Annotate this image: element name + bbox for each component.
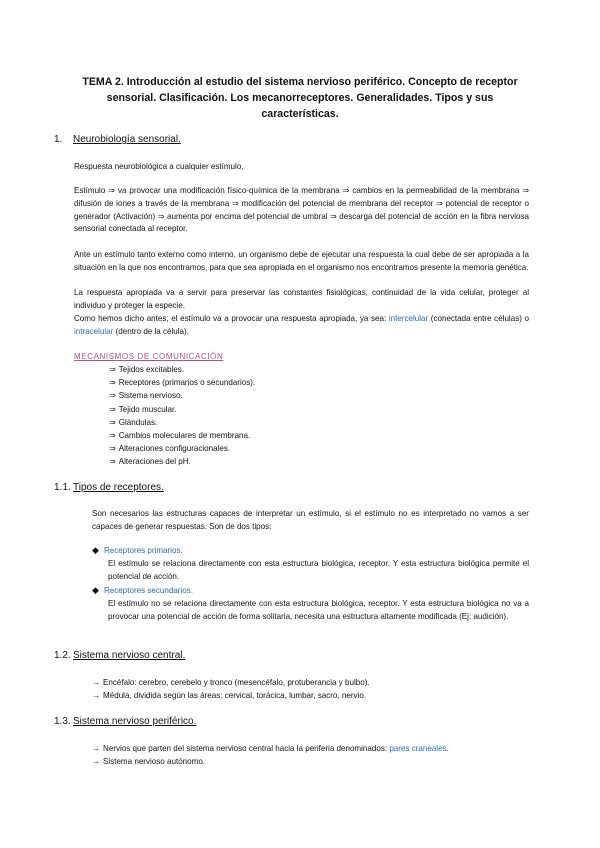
section-title: Sistema nervioso central.	[73, 650, 186, 661]
list-item: → Nervios que parten del sistema nervioso central hacia la periferia denominados: pares craneales.	[92, 744, 449, 753]
mechanisms-list	[109, 363, 255, 469]
term-intracelular: intracelular	[74, 326, 114, 336]
mechanism-item: ⇒ Receptores (primarios o secundarios).	[109, 378, 256, 388]
bullet-item	[92, 585, 193, 596]
diamond-bullet-icon: ◆	[92, 585, 99, 595]
mechanism-item: ⇒ Glándulas.	[109, 417, 158, 427]
cns-list	[92, 676, 370, 702]
section-number: 1.2.	[54, 650, 71, 661]
section-number: 1.1.	[54, 482, 71, 493]
section-title: Sistema nervioso periférico.	[73, 716, 197, 727]
paragraph: El estímulo no se relaciona directamente con esta estructura biológica, receptor. Y esta estructura biológica no va a provocar una potencial de acción de forma solitaria, necesita una estructura altamente modificada (Ej: audición).	[108, 599, 529, 621]
section-number: 1.3.	[54, 716, 71, 727]
section-heading-1-1	[54, 482, 164, 493]
mechanism-item: ⇒ Alteraciones del pH.	[109, 457, 191, 467]
double-arrow-icon: ⇒	[109, 365, 116, 374]
term-pares-craneales: pares craneales	[389, 744, 447, 753]
paragraph: Estímulo ⇒ va provocar una modificación físico-química de la membrana ⇒ cambios en la permeabilidad de la membrana ⇒ difusión de iones a través de la membrana ⇒ modificación del potencial de membrana del receptor ⇒ potencial de receptor o generador (Activación) ⇒ aumenta por encima del potencial de umbral ⇒ descarga del potencial de acción en la fibra nerviosa sensorial conectada al receptor.	[74, 186, 529, 234]
list-item: → Médula, dividida según las áreas: cervical, torácica, lumbar, sacro, nervio.	[92, 691, 367, 701]
list-item: → Sistema nervioso autónomo.	[92, 757, 206, 767]
section-title: Neurobiología sensorial.	[73, 134, 181, 145]
double-arrow-icon: ⇒	[109, 431, 116, 441]
paragraph: El estímulo se relaciona directamente con esta estructura biológica, receptor. Y esta estructura biológica permite el potencial de acción.	[108, 559, 529, 581]
mechanism-item: ⇒ Sistema nervioso.	[109, 391, 183, 401]
double-arrow-icon: ⇒	[109, 391, 116, 401]
list-item: → Encéfalo: cerebro, cerebelo y tronco (mesencéfalo, protuberancia y bulbo).	[92, 678, 370, 687]
section-heading-1	[54, 134, 181, 145]
double-arrow-icon: ⇒	[109, 404, 116, 414]
double-arrow-icon: ⇒	[109, 417, 116, 427]
section-heading-1-2	[54, 650, 185, 661]
term-intercelular: intercelular	[388, 314, 429, 323]
arrow-icon: →	[92, 678, 101, 687]
paragraph: La respuesta apropiada va a servir para preservar las constantes fisiológicas, continuidad de la vida celular, proteger al individuo y proteger la especie.	[74, 288, 529, 310]
document-title: TEMA 2. Introducción al estudio del sistema nervioso periférico. Concepto de receptor sensorial. Clasificación. Los mecanorreceptores. Generalidades. Tipos y sus características.	[82, 76, 518, 120]
arrow-icon: →	[92, 691, 101, 701]
diamond-bullet-icon: ◆	[92, 545, 99, 555]
mechanism-item: ⇒ Tejidos excitables.	[109, 365, 185, 374]
paragraph: Son necesarios las estructuras capaces de interpretar un estímulo, si el estímulo no es interpretado no vamos a ser capaces de generar respuestas. Son de dos tipos:	[92, 509, 529, 531]
paragraph: Ante un estímulo tanto externo como interno, un organismo debe de ejecutar una respuesta la cual debe de ser apropiada a la situación en la que nos encontramos, para que sea apropiada en el organismo nos encontramos presente la memoria genética.	[74, 250, 529, 272]
double-arrow-icon: ⇒	[109, 457, 116, 467]
bullet-item	[92, 545, 183, 556]
section-title: Tipos de receptores.	[73, 482, 164, 493]
paragraph: Como hemos dicho antes, el estímulo va a provocar una respuesta apropiada, ya sea: intercelular (conectada entre células) o intracelular (dentro de la célula).	[74, 314, 529, 336]
receptor-type-label: Receptores primarios.	[104, 546, 183, 555]
pns-list	[92, 742, 449, 768]
receptor-type-label: Receptores secundarios.	[104, 586, 194, 595]
section-heading-1-3	[54, 716, 196, 727]
arrow-icon: →	[92, 757, 101, 767]
double-arrow-icon: ⇒	[109, 378, 116, 388]
mechanism-item: ⇒ Alteraciones configuracionales.	[109, 444, 231, 454]
arrow-icon: →	[92, 744, 101, 753]
mechanism-item: ⇒ Cambios moleculares de membrana.	[109, 431, 251, 441]
double-arrow-icon: ⇒	[109, 444, 116, 454]
mechanisms-title: MECANISMOS DE COMUNICACIÓN	[74, 352, 224, 361]
section-number: 1.	[54, 134, 63, 145]
paragraph: Respuesta neurobiológica a cualquier estímulo.	[74, 162, 244, 171]
mechanism-item: ⇒ Tejido muscular.	[109, 404, 177, 414]
